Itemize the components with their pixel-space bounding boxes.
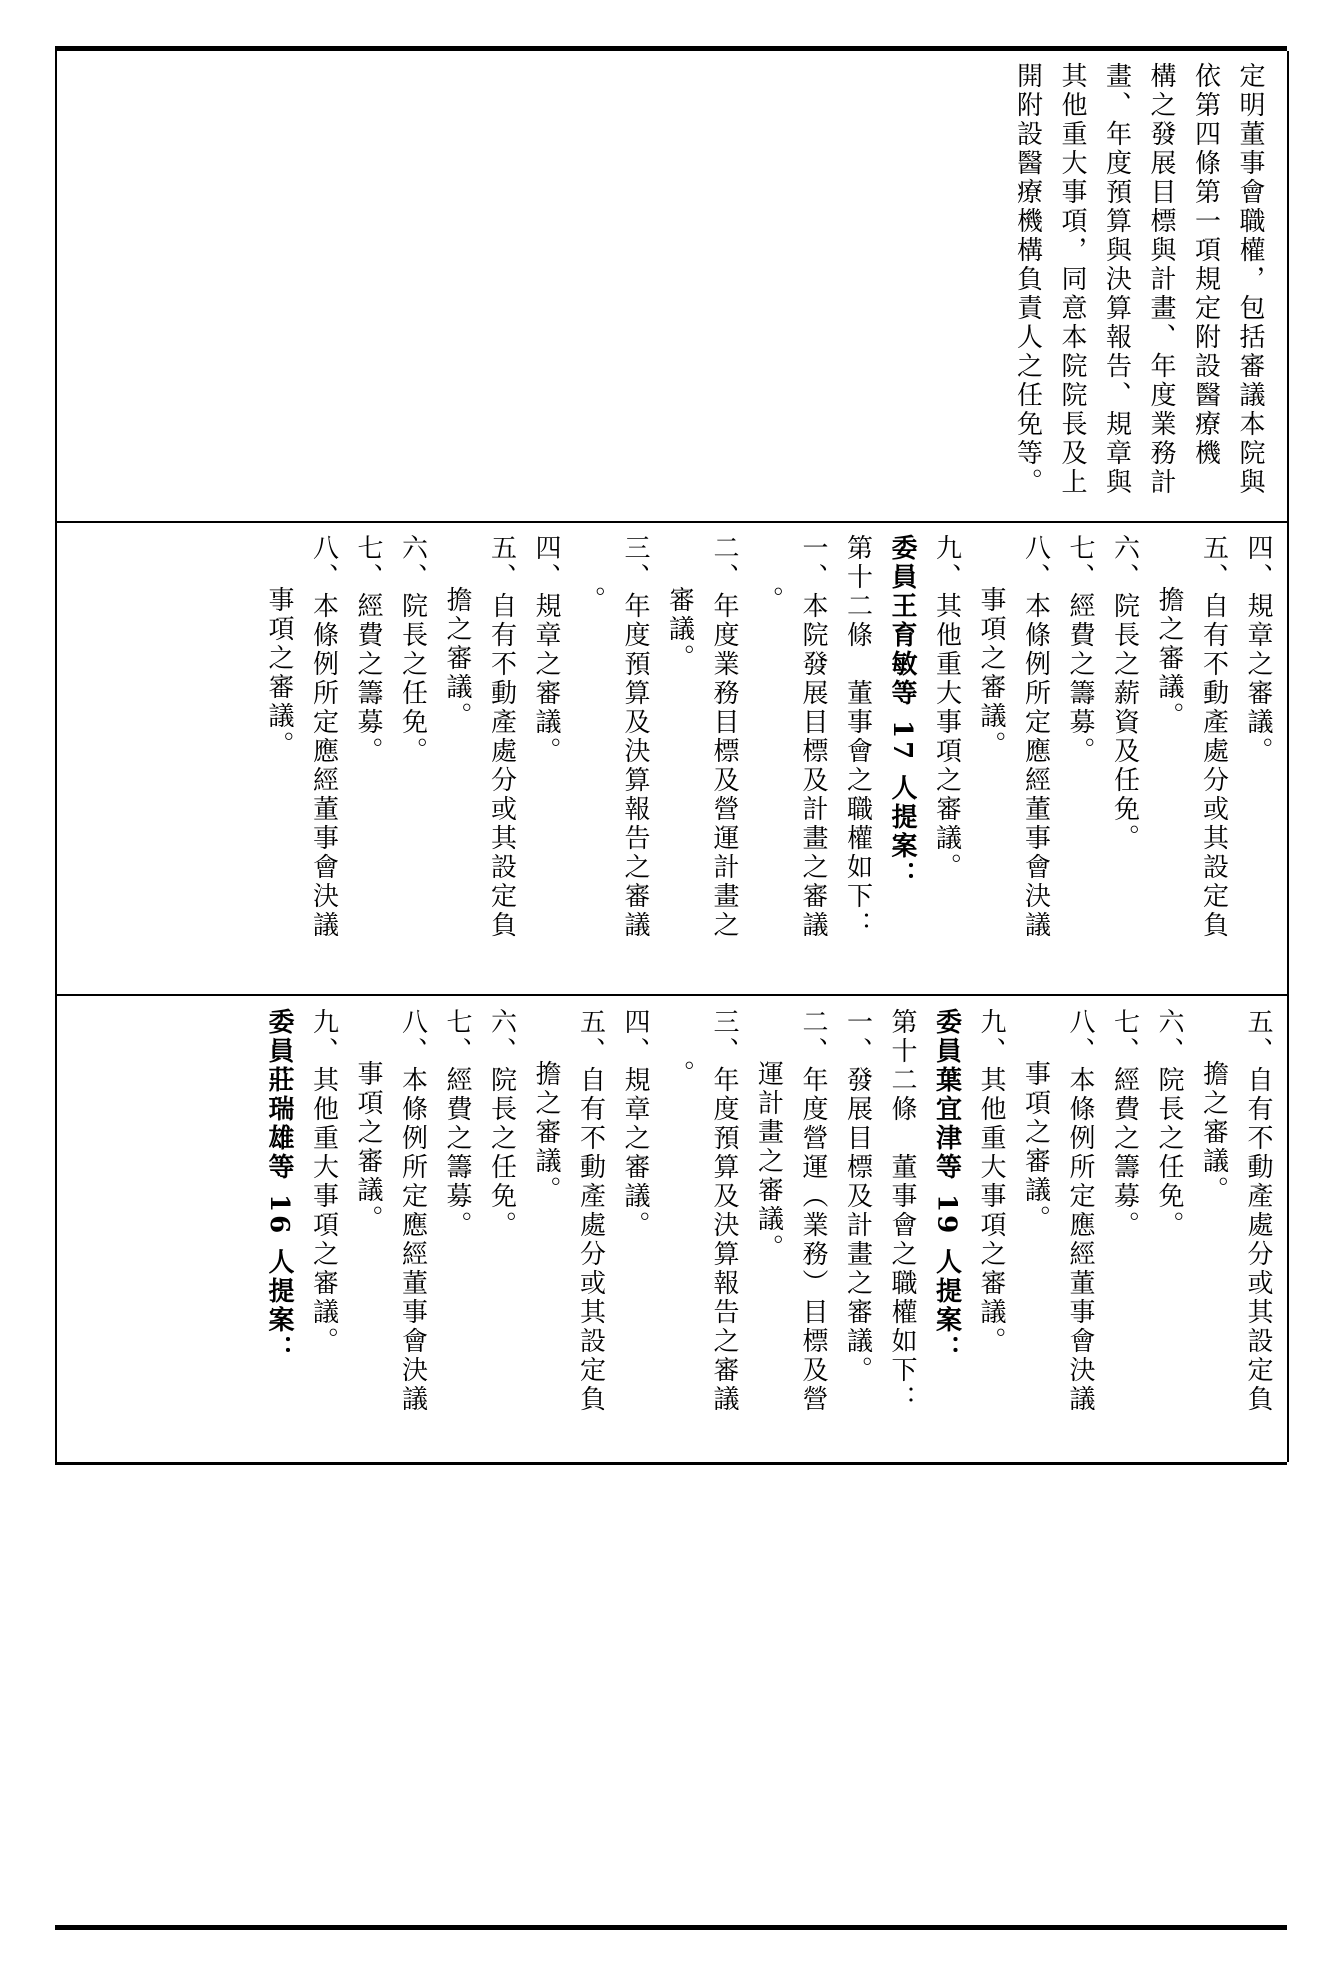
text-line: 事項之審議。 xyxy=(264,586,294,760)
text-line: 一、發展目標及計畫之審議。 xyxy=(842,1008,873,1385)
text-line: 六、院長之薪資及任免。 xyxy=(1109,534,1140,853)
text-line: 四、規章之審議。 xyxy=(531,534,561,766)
proposal-heading: 委員葉宜津等 19 人提案： xyxy=(931,1008,962,1365)
column-right xyxy=(92,62,1272,512)
text-line: 八、本條例所定應經董事會決議 xyxy=(1020,534,1051,940)
row-divider-2 xyxy=(55,994,1287,996)
text-line: 八、本條例所定應經董事會決議 xyxy=(308,534,339,940)
text-line: 七、經費之籌募。 xyxy=(353,534,383,766)
text-line: 事項之審議。 xyxy=(353,1060,383,1234)
text-line: 審議。 xyxy=(664,586,695,673)
right-border xyxy=(1287,51,1289,1462)
text-line: 九、其他重大事項之審議。 xyxy=(931,534,962,882)
text-line: 擔之審議。 xyxy=(1198,1060,1229,1205)
text-line: 。 xyxy=(575,586,606,615)
text-line: 其他重大事項，同意本院院長及上 xyxy=(1057,62,1087,497)
text-line: 。 xyxy=(753,586,784,615)
text-line: 擔之審議。 xyxy=(442,586,472,731)
left-border xyxy=(55,51,57,1462)
text-line: 五、自有不動產處分或其設定負 xyxy=(1198,534,1229,940)
text-line: 九、其他重大事項之審議。 xyxy=(976,1008,1006,1356)
proposal-heading: 委員莊瑞雄等 16 人提案： xyxy=(264,1008,294,1365)
text-line: 八、本條例所定應經董事會決議 xyxy=(1065,1008,1095,1414)
text-line: 四、規章之審議。 xyxy=(1243,534,1273,766)
text-line: 事項之審議。 xyxy=(976,586,1006,760)
middle-rule xyxy=(55,1462,1287,1465)
text-line: 。 xyxy=(664,1060,695,1089)
text-line: 七、經費之籌募。 xyxy=(1109,1008,1140,1240)
text-line: 九、其他重大事項之審議。 xyxy=(308,1008,339,1356)
text-line: 五、自有不動產處分或其設定負 xyxy=(1243,1008,1273,1414)
top-rule xyxy=(55,46,1287,51)
proposal-heading: 委員王育敏等 17 人提案： xyxy=(887,534,917,891)
text-line: 七、經費之籌募。 xyxy=(442,1008,472,1240)
text-line: 事項之審議。 xyxy=(1020,1060,1051,1234)
text-line: 畫、年度預算與決算報告、規章與 xyxy=(1101,62,1132,497)
text-line: 開附設醫療機構負責人之任免等。 xyxy=(1012,62,1043,497)
text-line: 三、年度預算及決算報告之審議 xyxy=(620,534,650,940)
text-line: 擔之審議。 xyxy=(531,1060,561,1205)
text-line: 定明董事會職權，包括審議本院與 xyxy=(1235,62,1265,497)
text-line: 四、規章之審議。 xyxy=(620,1008,650,1240)
text-line: 五、自有不動產處分或其設定負 xyxy=(575,1008,606,1414)
text-line: 擔之審議。 xyxy=(1154,586,1184,731)
column-middle xyxy=(60,534,1280,989)
text-line: 六、院長之任免。 xyxy=(1154,1008,1184,1240)
text-line: 五、自有不動產處分或其設定負 xyxy=(486,534,517,940)
text-line: 二、年度營運（業務）目標及營 xyxy=(798,1008,828,1414)
text-line: 構之發展目標與計畫、年度業務計 xyxy=(1146,62,1176,497)
text-line: 運計畫之審議。 xyxy=(753,1060,784,1263)
row-divider-1 xyxy=(55,521,1287,523)
text-line: 八、本條例所定應經董事會決議 xyxy=(397,1008,428,1414)
text-line: 六、院長之任免。 xyxy=(397,534,428,766)
text-line: 三、年度預算及決算報告之審議 xyxy=(709,1008,739,1414)
text-line: 第十二條 董事會之職權如下： xyxy=(842,534,873,940)
bottom-rule xyxy=(55,1925,1287,1930)
text-line: 第十二條 董事會之職權如下： xyxy=(887,1008,917,1414)
column-left xyxy=(60,1008,1280,1458)
text-line: 二、年度業務目標及營運計畫之 xyxy=(709,534,739,940)
text-line: 一、本院發展目標及計畫之審議 xyxy=(798,534,828,940)
text-line: 依第四條第一項規定附設醫療機 xyxy=(1190,62,1221,468)
text-line: 六、院長之任免。 xyxy=(486,1008,517,1240)
text-line: 七、經費之籌募。 xyxy=(1065,534,1095,766)
